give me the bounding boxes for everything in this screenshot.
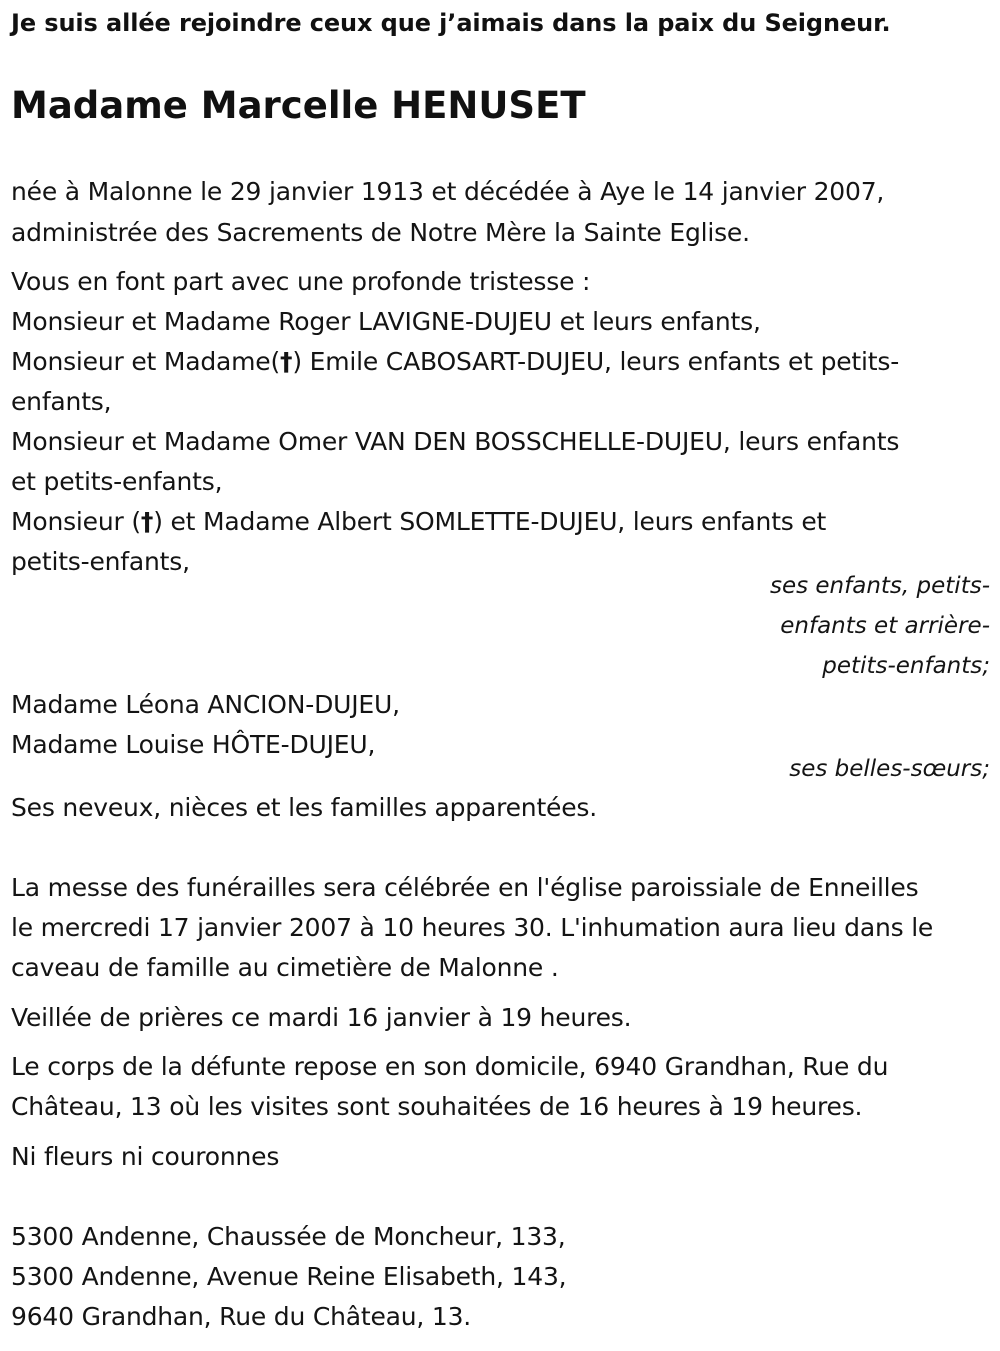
funeral-line-2: le mercredi 17 janvier 2007 à 10 heures 30. L'inhumation aura lieu dans le (11, 913, 934, 942)
sister-in-law-1: Madame Léona ANCION-DUJEU, (11, 690, 400, 719)
funeral-line-1: La messe des funérailles sera célébrée en l'église paroissiale de Enneilles (11, 873, 919, 902)
address-3: 9640 Grandhan, Rue du Château, 13. (11, 1302, 472, 1331)
children-label-1: ses enfants, petits- (769, 573, 990, 599)
body-rest-line-1: Le corps de la défunte repose en son domicile, 6940 Grandhan, Rue du (11, 1052, 889, 1081)
family-line-2a-end: ) Emile CABOSART-DUJEU, leurs enfants et petits- (292, 347, 900, 376)
family-line-4a (11, 507, 826, 537)
family-line-4a-start: Monsieur ( (11, 507, 141, 536)
body-rest-line-2: Château, 13 où les visites sont souhaitées de 16 heures à 19 heures. (11, 1092, 863, 1121)
family-line-1: Monsieur et Madame Roger LAVIGNE-DUJEU et leurs enfants, (11, 307, 761, 336)
family-line-2a (11, 347, 899, 377)
family-line-4a-end: ) et Madame Albert SOMLETTE-DUJEU, leurs enfants et (153, 507, 827, 536)
family-line-4b: petits-enfants, (11, 547, 190, 576)
children-label-2: enfants et arrière- (780, 613, 990, 639)
cross-icon: † (280, 347, 293, 376)
deceased-name: Madame Marcelle HENUSET (11, 84, 586, 127)
address-1: 5300 Andenne, Chaussée de Moncheur, 133, (11, 1222, 566, 1251)
intro-line-2: administrée des Sacrements de Notre Mère la Sainte Eglise. (11, 218, 750, 247)
announcement: Vous en font part avec une profonde tristesse : (11, 267, 591, 296)
vigil: Veillée de prières ce mardi 16 janvier à 19 heures. (11, 1003, 632, 1032)
children-label-3: petits-enfants; (822, 653, 990, 679)
family-line-3a: Monsieur et Madame Omer VAN DEN BOSSCHELLE-DUJEU, leurs enfants (11, 427, 900, 456)
relatives: Ses neveux, nièces et les familles apparentées. (11, 793, 597, 822)
cross-icon: † (140, 507, 154, 536)
family-line-2a-start: Monsieur et Madame( (11, 347, 281, 376)
family-line-3b: et petits-enfants, (11, 467, 223, 496)
address-2: 5300 Andenne, Avenue Reine Elisabeth, 143, (11, 1262, 567, 1291)
no-flowers: Ni fleurs ni couronnes (11, 1142, 280, 1171)
intro-line-1: née à Malonne le 29 janvier 1913 et décédée à Aye le 14 janvier 2007, (11, 177, 885, 206)
sister-in-law-2: Madame Louise HÔTE-DUJEU, (11, 730, 376, 759)
family-line-2b: enfants, (11, 387, 112, 416)
headline-quote: Je suis allée rejoindre ceux que j’aimais dans la paix du Seigneur. (11, 9, 891, 37)
sisters-in-law-label: ses belles-sœurs; (789, 756, 990, 782)
funeral-line-3: caveau de famille au cimetière de Malonne . (11, 953, 559, 982)
